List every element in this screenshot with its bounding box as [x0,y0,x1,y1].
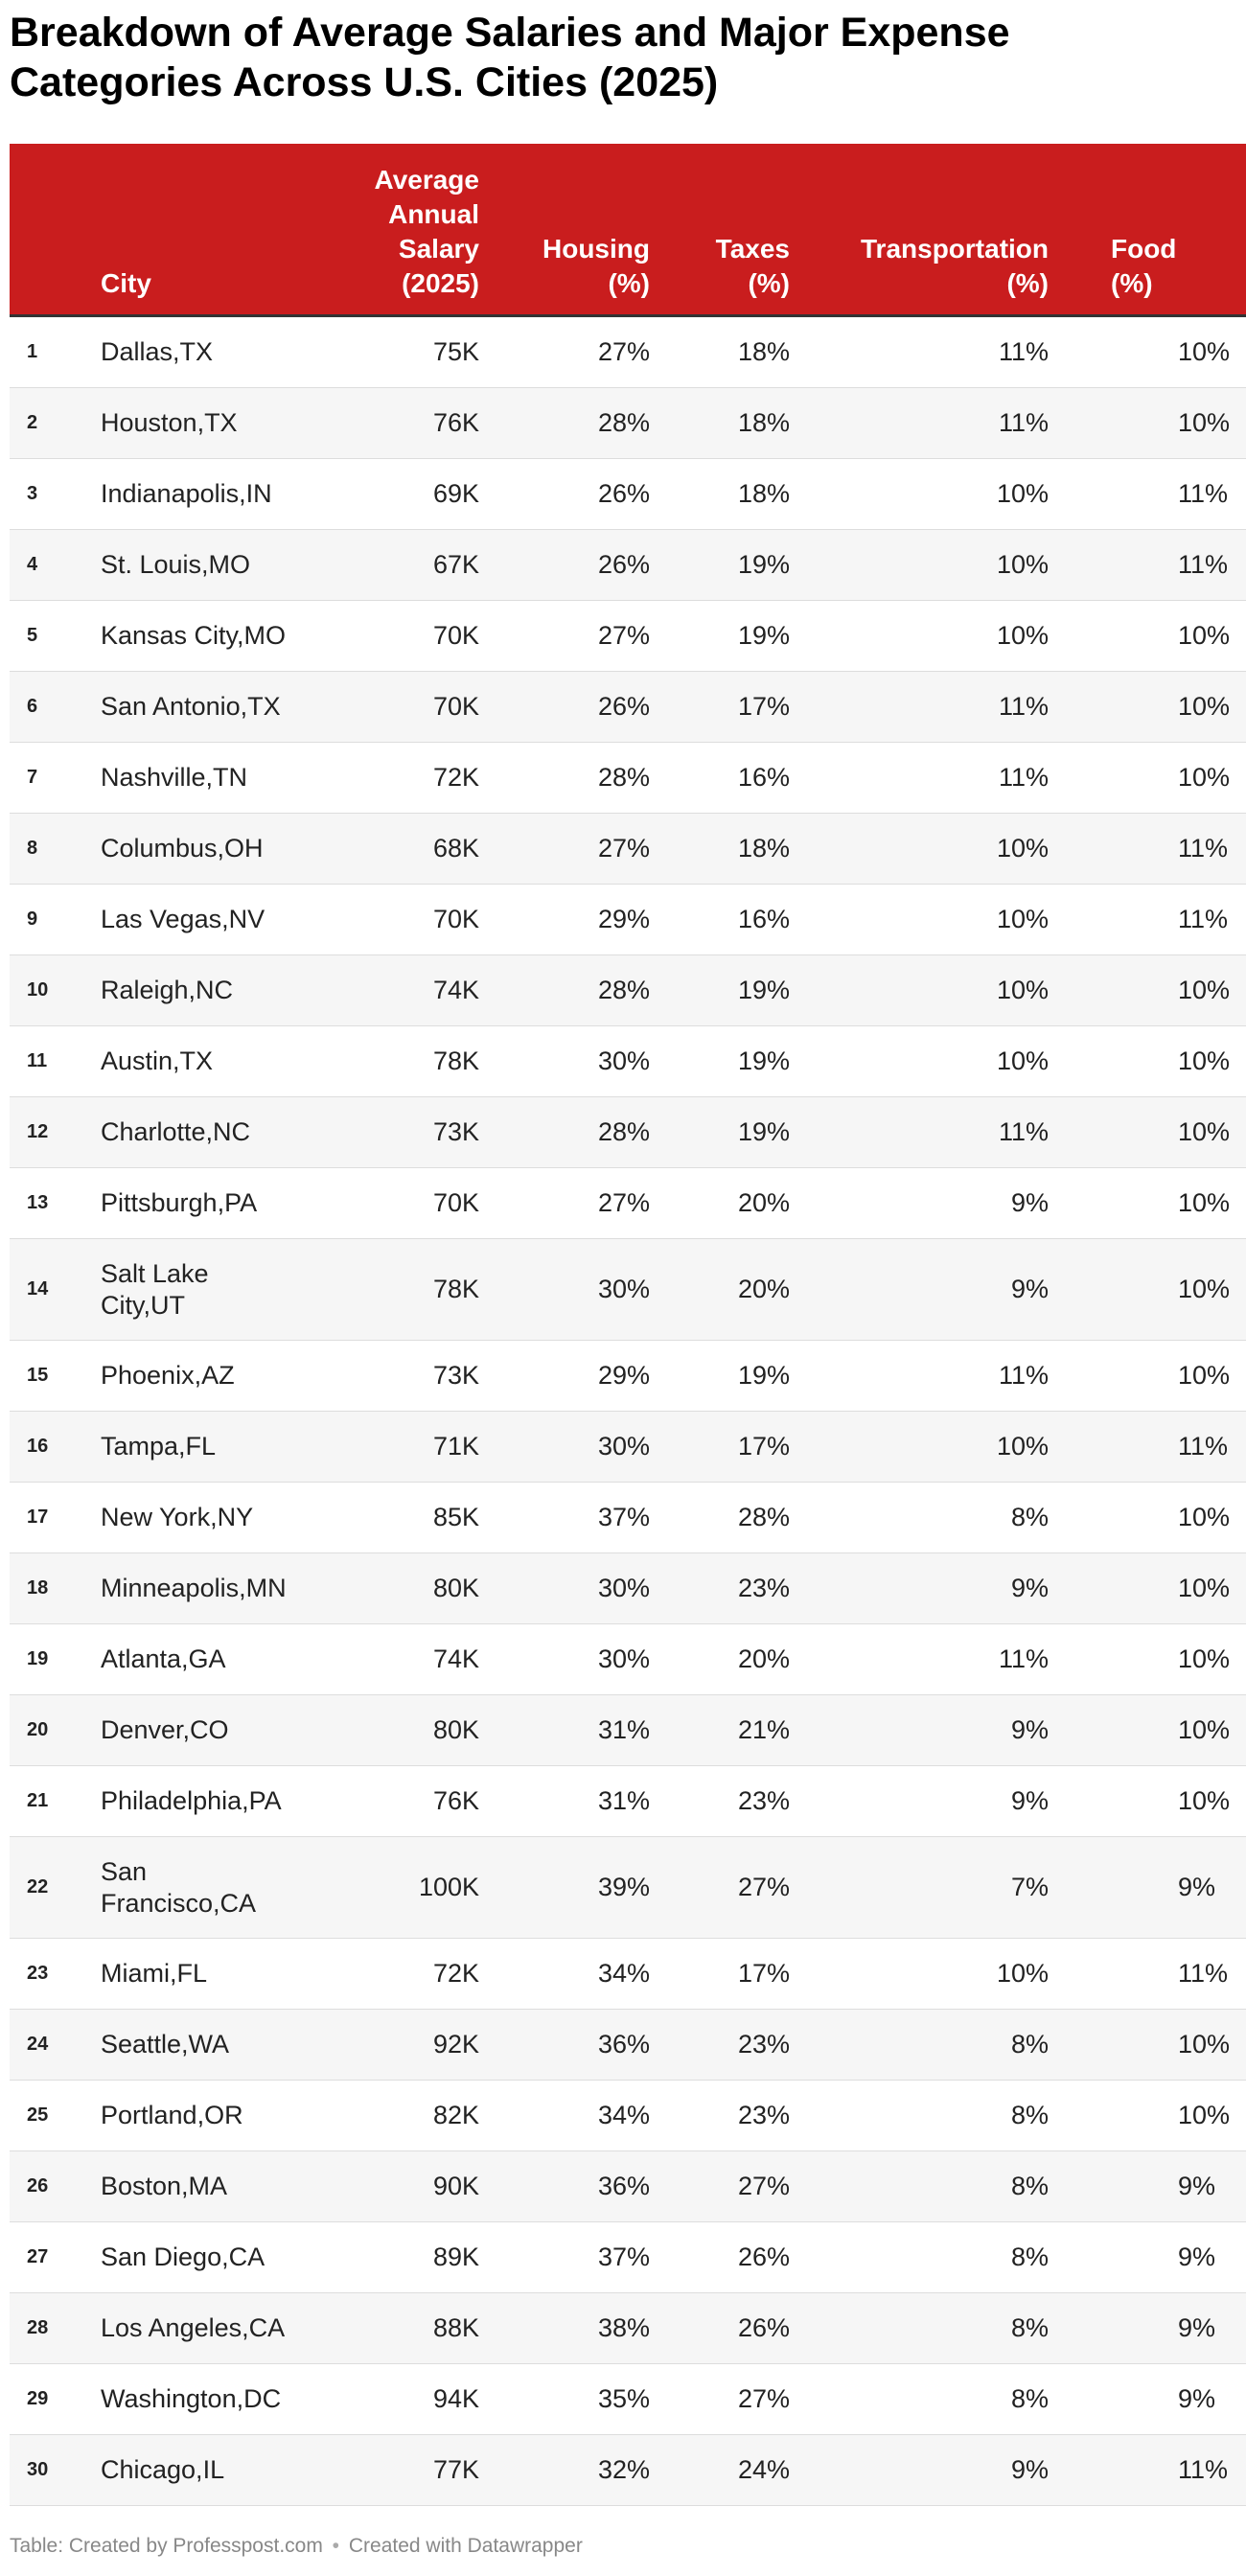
cell-salary: 80K [316,1553,479,1624]
cell-rank: 10 [10,955,101,1026]
cell-salary: 82K [316,2081,479,2151]
cell-rank: 2 [10,388,101,459]
cell-transportation: 10% [790,530,1049,601]
cell-food: 9% [1049,2222,1246,2293]
cell-taxes: 27% [650,1837,790,1939]
table-row [10,885,1246,955]
cell-transportation: 10% [790,1939,1049,2010]
cell-salary: 71K [316,1412,479,1483]
cell-transportation: 9% [790,1766,1049,1837]
cell-transportation: 8% [790,2081,1049,2151]
cell-housing: 34% [479,2081,650,2151]
cell-taxes: 16% [650,885,790,955]
cell-taxes: 17% [650,1412,790,1483]
cell-city: Atlanta,GA [101,1624,316,1695]
cell-housing: 30% [479,1026,650,1097]
cell-rank: 26 [10,2151,101,2222]
cell-transportation: 11% [790,1097,1049,1168]
cell-city: Raleigh,NC [101,955,316,1026]
cell-salary: 77K [316,2435,479,2506]
cell-city: Tampa,FL [101,1412,316,1483]
cell-city: Chicago,IL [101,2435,316,2506]
cell-housing: 29% [479,1341,650,1412]
cell-rank: 3 [10,459,101,530]
cell-food: 11% [1049,2435,1246,2506]
cell-transportation: 8% [790,2364,1049,2435]
cell-housing: 29% [479,885,650,955]
cell-food: 10% [1049,955,1246,1026]
cell-taxes: 20% [650,1624,790,1695]
cell-food: 10% [1049,1483,1246,1553]
cell-city: Denver,CO [101,1695,316,1766]
cell-housing: 38% [479,2293,650,2364]
cell-transportation: 9% [790,2435,1049,2506]
table-row [10,1553,1246,1624]
cell-rank: 16 [10,1412,101,1483]
cell-transportation: 11% [790,1624,1049,1695]
cell-housing: 36% [479,2151,650,2222]
chart-title: Breakdown of Average Salaries and Major Expense Categories Across U.S. Cities (2025) [10,10,1010,105]
cell-housing: 30% [479,1624,650,1695]
cell-salary: 92K [316,2010,479,2081]
cell-housing: 27% [479,601,650,672]
header-housing[interactable]: Housing (%) [479,144,650,316]
cell-transportation: 10% [790,601,1049,672]
cell-transportation: 10% [790,814,1049,885]
cell-salary: 72K [316,1939,479,2010]
cell-food: 9% [1049,2151,1246,2222]
cell-rank: 28 [10,2293,101,2364]
table-row [10,1695,1246,1766]
cell-housing: 37% [479,1483,650,1553]
cell-rank: 9 [10,885,101,955]
cell-salary: 78K [316,1239,479,1341]
cell-rank: 11 [10,1026,101,1097]
table-row [10,1341,1246,1412]
cell-transportation: 9% [790,1695,1049,1766]
footer-separator: • [332,2535,340,2557]
cell-food: 10% [1049,743,1246,814]
cell-transportation: 8% [790,2151,1049,2222]
cell-salary: 72K [316,743,479,814]
cell-food: 10% [1049,2010,1246,2081]
cell-housing: 26% [479,672,650,743]
cell-housing: 28% [479,1097,650,1168]
table-row [10,955,1246,1026]
cell-taxes: 23% [650,1553,790,1624]
cell-food: 10% [1049,1695,1246,1766]
cell-taxes: 21% [650,1695,790,1766]
cell-city: San Antonio,TX [101,672,316,743]
cell-food: 10% [1049,1168,1246,1239]
cell-city: Minneapolis,MN [101,1553,316,1624]
cell-city: Los Angeles,CA [101,2293,316,2364]
footer-source: Table: Created by Professpost.com [10,2535,323,2557]
cell-rank: 17 [10,1483,101,1553]
cell-taxes: 23% [650,2010,790,2081]
cell-housing: 28% [479,955,650,1026]
table-row [10,1483,1246,1553]
cell-city: Dallas,TX [101,316,316,388]
cell-taxes: 18% [650,814,790,885]
table-row [10,2293,1246,2364]
cell-rank: 6 [10,672,101,743]
cell-salary: 67K [316,530,479,601]
cell-food: 10% [1049,1341,1246,1412]
cell-transportation: 7% [790,1837,1049,1939]
cell-taxes: 28% [650,1483,790,1553]
cell-salary: 80K [316,1695,479,1766]
cell-salary: 78K [316,1026,479,1097]
cell-food: 11% [1049,1412,1246,1483]
cell-housing: 36% [479,2010,650,2081]
header-food[interactable]: Food (%) [1049,144,1246,316]
cell-food: 11% [1049,530,1246,601]
cell-transportation: 9% [790,1239,1049,1341]
cell-city: Houston,TX [101,388,316,459]
header-city[interactable]: City [101,144,316,316]
cell-taxes: 23% [650,1766,790,1837]
cell-housing: 27% [479,1168,650,1239]
table-row [10,316,1246,388]
cell-salary: 76K [316,388,479,459]
cell-housing: 31% [479,1766,650,1837]
table-row [10,2222,1246,2293]
cell-city: Phoenix,AZ [101,1341,316,1412]
cell-rank: 21 [10,1766,101,1837]
table-header [10,144,1246,316]
table-row [10,2081,1246,2151]
cell-taxes: 17% [650,672,790,743]
cell-food: 10% [1049,2081,1246,2151]
cell-taxes: 23% [650,2081,790,2151]
cell-transportation: 10% [790,885,1049,955]
cell-taxes: 17% [650,1939,790,2010]
cell-rank: 23 [10,1939,101,2010]
cell-taxes: 19% [650,955,790,1026]
cell-taxes: 26% [650,2222,790,2293]
cell-rank: 20 [10,1695,101,1766]
table-row [10,1412,1246,1483]
cell-city: Charlotte,NC [101,1097,316,1168]
cell-housing: 37% [479,2222,650,2293]
cell-transportation: 8% [790,1483,1049,1553]
table-row [10,1837,1246,1939]
cell-city: Austin,TX [101,1026,316,1097]
cell-taxes: 19% [650,601,790,672]
cell-salary: 69K [316,459,479,530]
cell-rank: 29 [10,2364,101,2435]
cell-taxes: 16% [650,743,790,814]
cell-transportation: 10% [790,955,1049,1026]
cell-housing: 28% [479,388,650,459]
cell-housing: 35% [479,2364,650,2435]
cell-housing: 27% [479,316,650,388]
cell-salary: 74K [316,1624,479,1695]
cell-rank: 25 [10,2081,101,2151]
cell-rank: 5 [10,601,101,672]
cell-salary: 68K [316,814,479,885]
cell-rank: 13 [10,1168,101,1239]
cell-food: 10% [1049,388,1246,459]
cell-transportation: 11% [790,388,1049,459]
cell-transportation: 8% [790,2222,1049,2293]
cell-taxes: 26% [650,2293,790,2364]
cell-housing: 27% [479,814,650,885]
table-row [10,2364,1246,2435]
cell-city: Portland,OR [101,2081,316,2151]
cell-housing: 30% [479,1239,650,1341]
cell-housing: 30% [479,1553,650,1624]
cell-transportation: 11% [790,316,1049,388]
cell-salary: 70K [316,885,479,955]
header-rank[interactable] [10,144,101,316]
cell-transportation: 11% [790,1341,1049,1412]
table-row [10,672,1246,743]
table-row [10,388,1246,459]
cell-housing: 30% [479,1412,650,1483]
table-container [10,144,1231,2501]
cell-food: 9% [1049,1837,1246,1939]
table-row [10,601,1246,672]
cell-taxes: 24% [650,2435,790,2506]
cell-taxes: 19% [650,1341,790,1412]
cell-taxes: 19% [650,1026,790,1097]
table-body [10,316,1246,2506]
cell-city: Washington,DC [101,2364,316,2435]
cell-food: 10% [1049,1239,1246,1341]
cell-rank: 1 [10,316,101,388]
cell-rank: 4 [10,530,101,601]
cell-housing: 31% [479,1695,650,1766]
table-row [10,1168,1246,1239]
cell-salary: 70K [316,1168,479,1239]
table-row [10,814,1246,885]
cell-rank: 12 [10,1097,101,1168]
table-row [10,530,1246,601]
cell-food: 10% [1049,1553,1246,1624]
header-salary[interactable]: Average Annual Salary (2025) [316,144,479,316]
cell-salary: 70K [316,672,479,743]
cell-city: St. Louis,MO [101,530,316,601]
cell-housing: 39% [479,1837,650,1939]
header-transportation[interactable]: Transportation (%) [790,144,1049,316]
cell-taxes: 18% [650,388,790,459]
cell-city: Indianapolis,IN [101,459,316,530]
table-row [10,2151,1246,2222]
cell-rank: 30 [10,2435,101,2506]
cell-city: New York,NY [101,1483,316,1553]
cell-salary: 94K [316,2364,479,2435]
cell-rank: 24 [10,2010,101,2081]
cell-city: Columbus,OH [101,814,316,885]
cell-food: 10% [1049,1097,1246,1168]
table-row [10,1239,1246,1341]
cell-taxes: 18% [650,316,790,388]
cell-taxes: 20% [650,1239,790,1341]
cell-city: Philadelphia,PA [101,1766,316,1837]
cell-food: 10% [1049,1766,1246,1837]
cell-salary: 90K [316,2151,479,2222]
cell-transportation: 11% [790,743,1049,814]
cell-salary: 85K [316,1483,479,1553]
cell-city: Boston,MA [101,2151,316,2222]
table-row [10,1766,1246,1837]
cell-taxes: 20% [650,1168,790,1239]
table-row [10,1624,1246,1695]
cell-food: 11% [1049,814,1246,885]
cell-food: 11% [1049,885,1246,955]
cell-transportation: 11% [790,672,1049,743]
cell-rank: 8 [10,814,101,885]
cell-rank: 27 [10,2222,101,2293]
data-table [10,144,1246,2506]
footer-tool: Created with Datawrapper [348,2535,583,2557]
header-taxes[interactable]: Taxes (%) [650,144,790,316]
cell-salary: 73K [316,1341,479,1412]
cell-taxes: 19% [650,530,790,601]
cell-rank: 19 [10,1624,101,1695]
cell-rank: 15 [10,1341,101,1412]
cell-food: 10% [1049,1624,1246,1695]
cell-transportation: 8% [790,2293,1049,2364]
cell-food: 9% [1049,2293,1246,2364]
cell-city: Nashville,TN [101,743,316,814]
table-row [10,2010,1246,2081]
table-row [10,1939,1246,2010]
cell-taxes: 19% [650,1097,790,1168]
cell-city: Seattle,WA [101,2010,316,2081]
cell-rank: 14 [10,1239,101,1341]
cell-salary: 76K [316,1766,479,1837]
cell-food: 11% [1049,1939,1246,2010]
cell-food: 10% [1049,316,1246,388]
cell-salary: 100K [316,1837,479,1939]
cell-rank: 18 [10,1553,101,1624]
cell-city: Las Vegas,NV [101,885,316,955]
cell-transportation: 10% [790,1026,1049,1097]
cell-transportation: 9% [790,1168,1049,1239]
cell-city: Pittsburgh,PA [101,1168,316,1239]
cell-food: 9% [1049,2364,1246,2435]
cell-salary: 74K [316,955,479,1026]
table-row [10,1026,1246,1097]
cell-housing: 28% [479,743,650,814]
cell-salary: 73K [316,1097,479,1168]
cell-salary: 88K [316,2293,479,2364]
cell-city: Kansas City,MO [101,601,316,672]
cell-food: 10% [1049,1026,1246,1097]
cell-housing: 34% [479,1939,650,2010]
cell-salary: 75K [316,316,479,388]
cell-transportation: 9% [790,1553,1049,1624]
cell-city: Miami,FL [101,1939,316,2010]
table-row [10,459,1246,530]
table-row [10,1097,1246,1168]
cell-housing: 26% [479,530,650,601]
cell-transportation: 10% [790,1412,1049,1483]
cell-salary: 89K [316,2222,479,2293]
cell-city: Salt Lake City,UT [101,1239,316,1341]
cell-taxes: 27% [650,2151,790,2222]
cell-rank: 7 [10,743,101,814]
cell-food: 11% [1049,459,1246,530]
cell-taxes: 27% [650,2364,790,2435]
cell-housing: 32% [479,2435,650,2506]
cell-housing: 26% [479,459,650,530]
cell-transportation: 10% [790,459,1049,530]
cell-food: 10% [1049,672,1246,743]
cell-city: San Francisco,CA [101,1837,316,1939]
cell-rank: 22 [10,1837,101,1939]
cell-transportation: 8% [790,2010,1049,2081]
footer [10,2535,583,2558]
cell-taxes: 18% [650,459,790,530]
cell-food: 10% [1049,601,1246,672]
table-row [10,2435,1246,2506]
cell-salary: 70K [316,601,479,672]
table-row [10,743,1246,814]
cell-city: San Diego,CA [101,2222,316,2293]
